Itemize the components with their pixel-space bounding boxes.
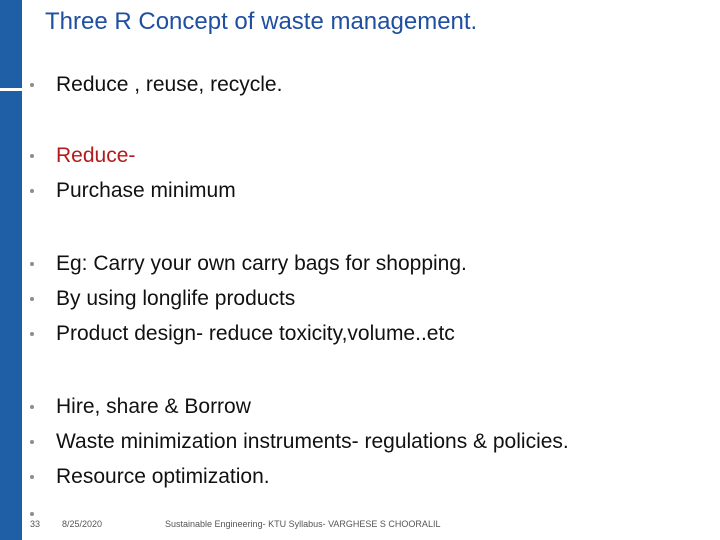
title-divider [0,88,22,91]
footer-dot-icon [30,512,34,516]
bullet-dot-icon [30,332,34,336]
bullet-dot-icon [30,297,34,301]
bullet-dot-icon [30,189,34,193]
bullet-text: Resource optimization. [56,465,270,488]
left-accent-bar [0,0,22,540]
bullet-text: Purchase minimum [56,179,236,202]
bullet-item [30,249,467,279]
bullet-item [30,392,251,422]
bullet-item [30,462,270,492]
bullet-text: Eg: Carry your own carry bags for shopping. [56,252,467,275]
footer-date: 8/25/2020 [62,519,103,529]
page-number: 33 [30,519,41,529]
bullet-item [30,284,295,314]
bullet-dot-icon [30,154,34,158]
bullet-text: Waste minimization instruments- regulations & policies. [56,430,569,453]
slide-title: Three R Concept of waste management. [45,8,478,35]
bullet-dot-icon [30,83,34,87]
bullet-item [30,319,455,349]
bullet-item [30,176,236,206]
bullet-dot-icon [30,475,34,479]
bullet-text: Hire, share & Borrow [56,395,251,418]
bullet-dot-icon [30,405,34,409]
bullet-item [30,427,569,457]
bullet-dot-icon [30,262,34,266]
bullet-dot-icon [30,440,34,444]
bullet-text: By using longlife products [56,287,296,310]
bullet-item [30,141,135,171]
footer-course-text: Sustainable Engineering- KTU Syllabus- VARGHESE S CHOORALIL [165,519,441,529]
bullet-text: Product design- reduce toxicity,volume..etc [56,322,455,345]
bullet-item [30,70,282,100]
bullet-text: Reduce- [56,144,136,167]
bullet-text: Reduce , reuse, recycle. [56,73,283,96]
